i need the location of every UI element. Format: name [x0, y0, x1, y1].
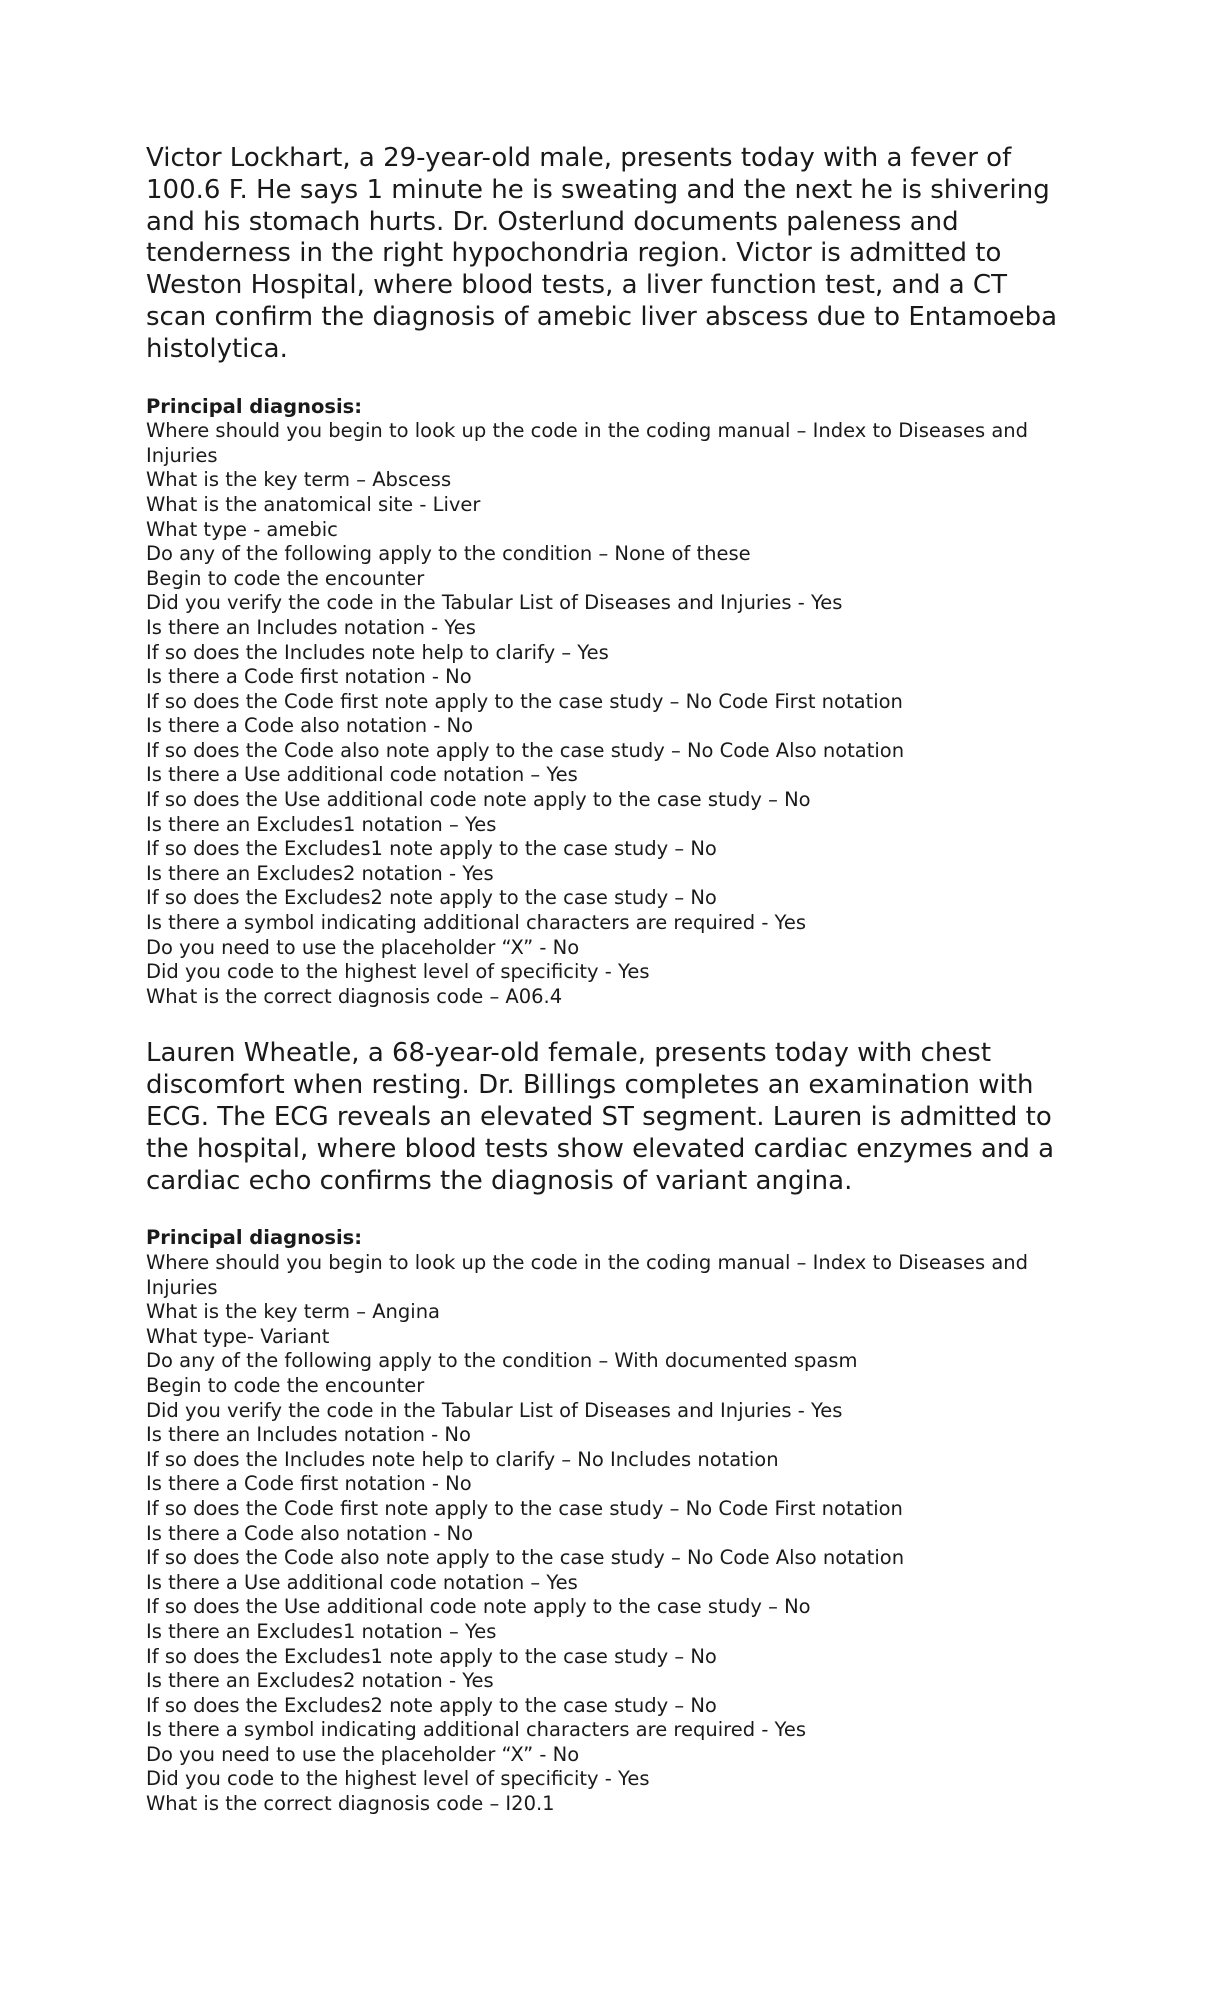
qa-line: What is the correct diagnosis code – A06.4 [146, 984, 563, 1008]
qa-line: Where should you begin to look up the code in the coding manual – Index to Diseases and Injuries [146, 419, 1029, 467]
qa-line: If so does the Code also note apply to the case study – No Code Also notation [146, 738, 905, 762]
qa-line: Is there an Excludes1 notation – Yes [146, 1619, 497, 1643]
qa-line: Is there a Use additional code notation – Yes [146, 1570, 578, 1594]
qa-line: Did you code to the highest level of specificity - Yes [146, 1767, 650, 1791]
qa-line: What is the key term – Abscess [146, 468, 452, 492]
qa-line: Do you need to use the placeholder “X” - No [146, 1742, 580, 1766]
qa-line: What is the correct diagnosis code – I20.1 [146, 1792, 555, 1816]
qa-line: Did you verify the code in the Tabular List of Diseases and Injuries - Yes [146, 1398, 843, 1422]
qa-line: Is there an Includes notation - No [146, 1423, 471, 1447]
qa-line: Is there an Includes notation - Yes [146, 615, 476, 639]
qa-line: If so does the Excludes1 note apply to the case study – No [146, 837, 717, 861]
qa-line: What type - amebic [146, 517, 338, 541]
case-study-2 [146, 1038, 1074, 1816]
qa-line: Is there a Code first notation - No [146, 1472, 472, 1496]
qa-line: Is there a Code also notation - No [146, 1521, 474, 1545]
case-narrative: Lauren Wheatle, a 68-year-old female, presents today with chest discomfort when resting. Dr. Billings completes an examination with ECG. The ECG reveals an elevated ST segment. Lauren is admitted to the hospital, where blood tests show elevated cardiac enzymes and a cardiac echo confirms the diagnosis of variant angina. [146, 1038, 1055, 1196]
qa-line: Begin to code the encounter [146, 566, 425, 590]
qa-line: Do you need to use the placeholder “X” - No [146, 935, 580, 959]
qa-line: If so does the Code also note apply to the case study – No Code Also notation [146, 1546, 905, 1570]
qa-line: If so does the Code first note apply to the case study – No Code First notation [146, 689, 903, 713]
qa-line: Is there an Excludes2 notation - Yes [146, 861, 494, 885]
qa-line: Is there a symbol indicating additional characters are required - Yes [146, 911, 807, 935]
qa-line: Begin to code the encounter [146, 1373, 425, 1397]
case-study-1 [146, 143, 1074, 1009]
qa-line: If so does the Code first note apply to the case study – No Code First notation [146, 1496, 903, 1520]
qa-line: Did you code to the highest level of specificity - Yes [146, 960, 650, 984]
qa-line: What is the anatomical site - Liver [146, 492, 481, 516]
qa-line: If so does the Excludes1 note apply to the case study – No [146, 1644, 717, 1668]
qa-line: If so does the Use additional code note apply to the case study – No [146, 1595, 811, 1619]
qa-line: What is the key term – Angina [146, 1300, 441, 1324]
principal-diagnosis-heading: Principal diagnosis: [146, 394, 363, 418]
qa-line: Is there a Use additional code notation – Yes [146, 763, 578, 787]
qa-line: If so does the Excludes2 note apply to the case study – No [146, 1693, 717, 1717]
qa-line: Is there an Excludes2 notation - Yes [146, 1669, 494, 1693]
qa-line: Is there an Excludes1 notation – Yes [146, 812, 497, 836]
qa-line: Is there a Code also notation - No [146, 714, 474, 738]
qa-line: What type- Variant [146, 1324, 330, 1348]
qa-line: Is there a symbol indicating additional characters are required - Yes [146, 1718, 807, 1742]
principal-diagnosis-heading: Principal diagnosis: [146, 1226, 363, 1250]
qa-line: Did you verify the code in the Tabular List of Diseases and Injuries - Yes [146, 591, 843, 615]
qa-line: Do any of the following apply to the condition – None of these [146, 542, 751, 566]
qa-line: If so does the Includes note help to clarify – Yes [146, 640, 609, 664]
qa-line: If so does the Excludes2 note apply to the case study – No [146, 886, 717, 910]
qa-line: Where should you begin to look up the code in the coding manual – Index to Diseases and Injuries [146, 1251, 1029, 1299]
qa-list [146, 1251, 1074, 1817]
qa-line: Is there a Code first notation - No [146, 665, 472, 689]
qa-list [146, 419, 1074, 1009]
qa-line: Do any of the following apply to the condition – With documented spasm [146, 1349, 858, 1373]
qa-line: If so does the Use additional code note apply to the case study – No [146, 788, 811, 812]
case-narrative: Victor Lockhart, a 29-year-old male, presents today with a fever of 100.6 F. He says 1 minute he is sweating and the next he is shivering and his stomach hurts. Dr. Osterlund documents paleness and tenderness in the right hypochondria region. Victor is admitted to Weston Hospital, where blood tests, a liver function test, and a CT scan confirm the diagnosis of amebic liver abscess due to Entamoeba histolytica. [146, 143, 1058, 364]
qa-line: If so does the Includes note help to clarify – No Includes notation [146, 1447, 779, 1471]
